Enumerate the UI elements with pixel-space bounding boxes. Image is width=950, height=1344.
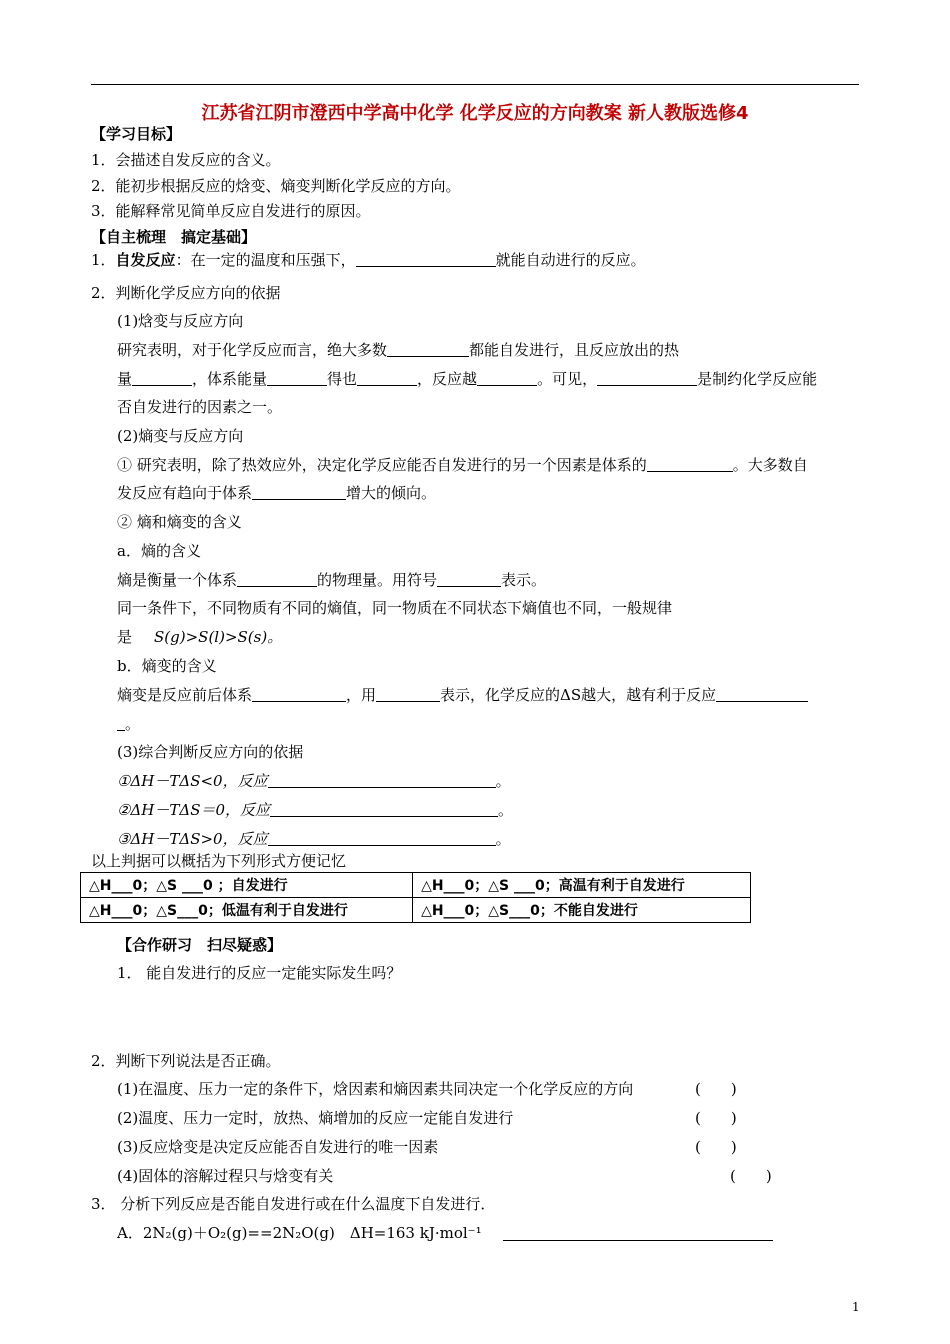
blank[interactable] bbox=[268, 772, 496, 788]
criterion-line: ③ΔH－TΔS>0，反应 。 bbox=[117, 830, 511, 848]
subheading: (1)焓变与反应方向 bbox=[117, 312, 244, 330]
goal-item: 3．能解释常见简单反应自发进行的原因。 bbox=[91, 202, 371, 220]
memo-intro: 以上判据可以概括为下列形式方便记忆 bbox=[91, 852, 347, 870]
subheading: (3)综合判断反应方向的依据 bbox=[117, 743, 304, 761]
subheading: (2)熵变与反应方向 bbox=[117, 427, 244, 445]
text-line: 研究表明，对于化学反应而言，绝大多数 都能自发进行，且反应放出的热 bbox=[117, 341, 680, 359]
blank[interactable] bbox=[132, 370, 192, 386]
goals-heading: 【学习目标】 bbox=[91, 125, 182, 143]
text-line: 熵变是反应前后体系 ，用 表示，化学反应的ΔS越大，越有利于反应 bbox=[117, 685, 808, 705]
goal-item: 1．会描述自发反应的含义。 bbox=[91, 151, 281, 169]
blank[interactable] bbox=[270, 801, 498, 817]
goal-item: 2．能初步根据反应的焓变、熵变判断化学反应的方向。 bbox=[91, 177, 461, 195]
text-line: 。 bbox=[117, 714, 140, 734]
page-title: 江苏省江阴市澄西中学高中化学 化学反应的方向教案 新人教版选修4 bbox=[201, 103, 749, 124]
text-line: 否自发进行的因素之一。 bbox=[117, 398, 283, 416]
text-line: ② 熵和熵变的含义 bbox=[117, 513, 242, 531]
question-2: 2．判断下列说法是否正确。 bbox=[91, 1052, 281, 1070]
blank[interactable] bbox=[387, 341, 469, 357]
criterion-line: ①ΔH－TΔS<0，反应 。 bbox=[117, 772, 511, 790]
judge-item: (1)在温度、压力一定的条件下，焓因素和熵因素共同决定一个化学反应的方向 bbox=[117, 1080, 634, 1098]
text-line: 量 ，体系能量 得也 ，反应越 。可见， 是制约化学反应能 bbox=[117, 370, 818, 388]
answer-line[interactable] bbox=[503, 1240, 773, 1241]
page-number: 1 bbox=[852, 1300, 860, 1314]
text-line: 发反应有趋向于体系 增大的倾向。 bbox=[117, 484, 437, 502]
blank[interactable] bbox=[376, 686, 440, 702]
table-cell: △H___0；△S ___0 ；自发进行 bbox=[81, 873, 413, 898]
blank[interactable] bbox=[716, 686, 808, 702]
table-cell: △H___0；△S ___0；高温有利于自发进行 bbox=[413, 873, 751, 898]
judge-item: (4)固体的溶解过程只与焓变有关 bbox=[117, 1167, 334, 1185]
blank[interactable] bbox=[437, 571, 501, 587]
judge-item: (2)温度、压力一定时，放热、熵增加的反应一定能自发进行 bbox=[117, 1109, 514, 1127]
blank[interactable] bbox=[117, 715, 125, 731]
question-2: 2．判断化学反应方向的依据 bbox=[91, 284, 281, 302]
judge-mark[interactable]: ( ) bbox=[695, 1138, 737, 1156]
section1-heading: 【自主梳理 搞定基础】 bbox=[91, 228, 257, 246]
table-cell: △H___0；△S___0；不能自发进行 bbox=[413, 898, 751, 923]
blank[interactable] bbox=[268, 830, 496, 846]
judge-item: (3)反应焓变是决定反应能否自发进行的唯一因素 bbox=[117, 1138, 439, 1156]
blank[interactable] bbox=[267, 370, 327, 386]
judge-mark[interactable]: ( ) bbox=[695, 1109, 737, 1127]
text-line: 是 S(g)>S(l)>S(s)。 bbox=[117, 628, 283, 646]
blank[interactable] bbox=[356, 251, 496, 267]
blank[interactable] bbox=[647, 456, 733, 472]
blank[interactable] bbox=[597, 370, 697, 386]
reaction-a: A．2N₂(g)＋O₂(g)==2N₂O(g) ΔH=163 kJ·mol⁻¹ bbox=[117, 1224, 482, 1242]
blank[interactable] bbox=[252, 484, 346, 500]
judge-mark[interactable]: ( ) bbox=[695, 1080, 737, 1098]
question-1: 1．自发反应：在一定的温度和压强下， 就能自动进行的反应。 bbox=[91, 251, 646, 269]
subheading: a．熵的含义 bbox=[117, 542, 201, 560]
top-rule bbox=[91, 84, 859, 85]
judge-mark[interactable]: ( ) bbox=[730, 1167, 772, 1185]
table-row bbox=[81, 898, 751, 923]
table-cell: △H___0；△S___0；低温有利于自发进行 bbox=[81, 898, 413, 923]
text-line: 同一条件下，不同物质有不同的熵值，同一物质在不同状态下熵值也不同，一般规律 bbox=[117, 599, 673, 617]
blank[interactable] bbox=[477, 370, 537, 386]
table-row bbox=[81, 873, 751, 898]
criterion-line: ②ΔH－TΔS＝0，反应 。 bbox=[117, 801, 514, 819]
blank[interactable] bbox=[237, 571, 317, 587]
question-3: 3． 分析下列反应是否能自发进行或在什么温度下自发进行． bbox=[91, 1195, 496, 1213]
blank[interactable] bbox=[252, 686, 346, 702]
memo-table bbox=[80, 872, 751, 923]
text-line: 熵是衡量一个体系 的物理量。用符号 表示。 bbox=[117, 571, 547, 589]
subheading: b．熵变的含义 bbox=[117, 657, 217, 675]
text-line: ① 研究表明，除了热效应外，决定化学反应能否自发进行的另一个因素是体系的 。大多数自 bbox=[117, 456, 808, 474]
blank[interactable] bbox=[357, 370, 417, 386]
question-1: 1． 能自发进行的反应一定能实际发生吗？ bbox=[117, 964, 402, 982]
section2-heading: 【合作研习 扫尽疑惑】 bbox=[117, 936, 283, 954]
